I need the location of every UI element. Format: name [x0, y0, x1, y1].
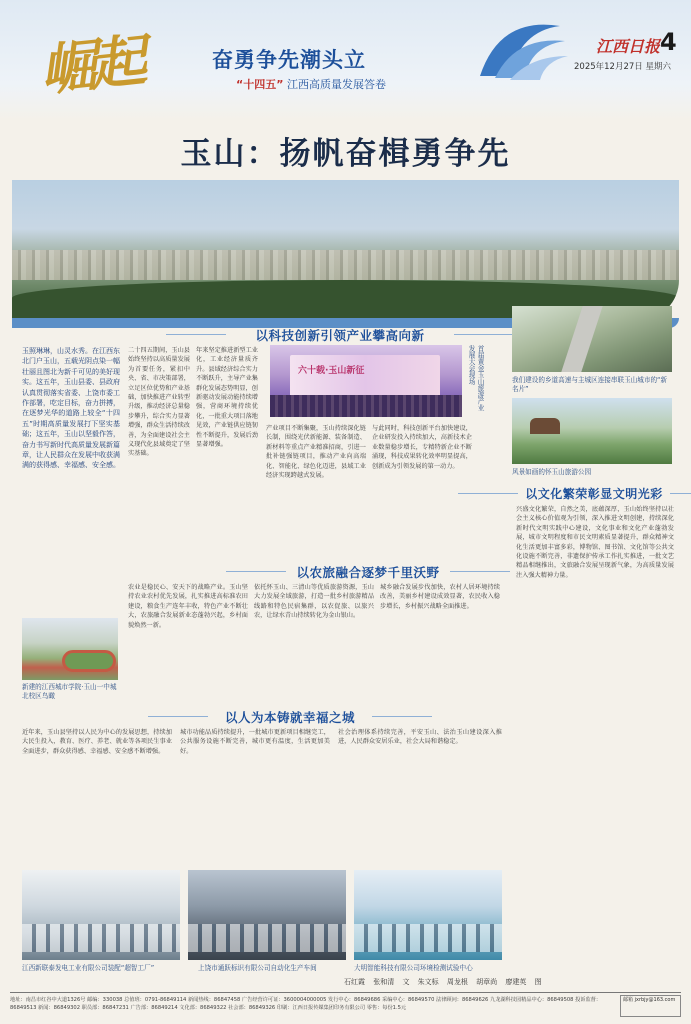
- testing-equipment: [354, 924, 502, 952]
- photo-factory-assembly: [22, 870, 180, 960]
- footer-contact-info: 地址：南昌市红谷中大道1326号 邮编：330038 总值班：0791-86849114 新闻热线：86847458 广告经营许可证：3600004000005 发行中心：86849686 采编中心：86849570 法律顾问：86849626 九龙湖科技园精品中心：86849508 投诉监督：86849513 新闻：86849302 职员部：86847231 广告部：86849214 文化部：86849322 社会部：86849326 印刷：江西日报传媒集团印务有限公司 零售：每份1.5元: [10, 997, 602, 1011]
- photo-school-campus: [22, 618, 118, 680]
- wave-graphic-icon: [470, 6, 570, 86]
- hero-city-skyline: [12, 250, 679, 280]
- masthead: [0, 0, 691, 120]
- photo-park: [512, 398, 672, 464]
- caption-park: 风景如画的怀玉山旅游公园: [512, 468, 592, 476]
- section-title-culture: 以文化繁荣彰显文明光彩: [525, 487, 663, 501]
- banner-subtitle-highlight: “十四五”: [236, 78, 284, 91]
- article-column-1: 二十四五期间，玉山县始终坚持以高质量发展为首要任务，紧扣中央、省、市决策部署，立足区位优势和产业基础，加快推进产业转型升级，推动经济总量稳步攀升，综合实力显著增强，群众生活持续改善，为全面建设社会主义现代化县域奠定了坚实基础。: [128, 347, 190, 458]
- article-column-8: 近年来，玉山县坚持以人民为中心的发展思想，持续加大民生投入，教育、医疗、养老、就业等各项民生事业全面进步，群众获得感、幸福感、安全感不断增强。: [22, 729, 172, 755]
- article-column-7: 城乡融合发展步伐加快，农村人居环境持续改善，美丽乡村建设成效显著，农民收入稳步增长，乡村振兴战略全面推进。: [380, 584, 500, 610]
- section-title-agri: 以农旅融合逐梦千里沃野: [292, 563, 444, 579]
- photo-testing-center: [354, 870, 502, 960]
- article-column-culture: 兴盛文化繁荣，自然之美，底蕴深厚，玉山始终坚持以社会主义核心价值观为引领，深入推进文明创建，持续深化新时代文明实践中心建设，文化事业和文化产业蓬勃发展，城市文明程度和市民文明素质显著提升，群众精神文化生活更加丰富多彩，博物馆、图书馆、文化馆等公共文化设施不断完善，非遗保护传承工作扎实推进，一批文艺精品相继推出，文旅融合发展呈现新气象，为高质量发展注入强大精神力量。: [516, 506, 674, 579]
- section-title-tech: 以科技创新引领产业攀高向新: [232, 326, 448, 342]
- stage-screen: [290, 355, 440, 397]
- highway-road: [561, 306, 602, 372]
- article-column-2: 年来坚定推进新型工业化，工业经济量质齐升。县域经济综合实力不断跃升，主导产业集群化发展态势明显，创新驱动发展动能持续增强，营商环境持续优化，一批重大项目落地见效，产业链供应链韧性不断提升，发展后劲显著增强。: [196, 347, 258, 449]
- photo-conference-stage: [270, 345, 462, 417]
- byline: 石红霞 张和清 文 朱文标 周龙根 胡章尚 廖建英 图: [344, 978, 542, 986]
- footer: [10, 992, 681, 1018]
- stage-crowd: [270, 395, 462, 417]
- banner-title: 奋勇争先潮头立: [212, 48, 366, 72]
- caption-factory-workshop: 上饶市通跃标识有限公司自动化生产车间: [198, 964, 317, 972]
- banner-calligraphy: 崛起: [37, 27, 144, 105]
- page-number: 4: [660, 28, 677, 56]
- factory-machines: [22, 924, 180, 952]
- caption-testing-center: 大明智能科技有限公司环境检测试验中心: [354, 964, 473, 972]
- park-pavilion: [530, 418, 560, 434]
- caption-school: 新建的江西城市学院·玉山一中城北校区鸟瞰: [22, 683, 117, 700]
- issue-date: 2025年12月27日 星期六: [574, 62, 671, 72]
- photo-factory-workshop: [188, 870, 346, 960]
- footer-editor-box: 邮箱 jxrbjy@163.com: [620, 995, 681, 1017]
- school-track: [62, 650, 116, 672]
- stage-screen-text: 六十载·玉山新征: [298, 366, 365, 376]
- banner-subtitle-rest: 江西高质量发展答卷: [286, 78, 386, 91]
- lead-paragraph: 玉照琳琳，山灵水秀。在江西东北门户玉山，五载光阴点染一幅壮丽且图北为新千可见的美好现实。这五年，玉山县委、县政府认真贯彻落实省委、上饶市委工作部署，吃定目标，奋力拼搏，在逐梦光华的道路上较全“十四五”时期高质量发展打下坚实基础；这五年，玉山以坚毅作答，奋力书写新时代高质量发展新篇章，让人民群众在发展中收获满满的获得感、幸福感、安全感。: [22, 347, 120, 470]
- photo-highway: [512, 306, 672, 372]
- article-column-4: 与此同时，科技创新平台加快建设，企业研发投入持续加大，高新技术企业数量稳步增长，专精特新企业不断涌现，科技成果转化效率明显提高，创新成为引领发展的第一动力。: [372, 425, 472, 470]
- caption-highway: 我们建设的乡道高速与主城区连接串联玉山城市的“新名片”: [512, 376, 668, 393]
- article-column-10: 社会治理体系持续完善，平安玉山、法治玉山建设深入推进，人民群众安居乐业，社会大局和谐稳定。: [338, 729, 502, 746]
- article-column-9: 城市功能品质持续提升，一批城市更新项目相继完工，公共服务设施不断完善，城市更有温度，生活更加美好。: [180, 729, 330, 755]
- caption-factory-assembly: 江西新联泰发电工业有限公司装配“超智工厂”: [22, 964, 155, 972]
- workshop-machines: [188, 924, 346, 952]
- banner-subtitle: [236, 76, 386, 92]
- article-column-5: 农业是稳民心、安天下的战略产业。玉山坚持农业农村优先发展，扎实推进高标准农田建设，粮食生产连年丰收，特色产业不断壮大，农旅融合发展新业态蓬勃兴起，乡村面貌焕然一新。: [128, 584, 248, 629]
- article-column-3: 产业项目不断集聚，玉山持续深化链长制，围绕光伏新能源、装备制造、新材料等重点产业精准招商，引进一批补链强链项目，推动产业向高端化、智能化、绿色化迈进，县域工业经济实现跨越式发展。: [266, 425, 366, 480]
- main-headline: 玉山：扬帆奋楫勇争先: [180, 136, 511, 172]
- hero-photo: [12, 180, 679, 320]
- caption-stage: 首届黄金玉山旅游产业发展大会现场: [467, 345, 484, 411]
- section-title-talent: 以人为本铸就幸福之城: [214, 708, 366, 724]
- paper-name: 江西日报: [596, 37, 661, 56]
- article-column-6: 依托怀玉山、三清山等优质旅游资源，玉山大力发展全域旅游，打造一批乡村旅游精品线路和特色民宿集群，以农促旅、以旅兴农，让绿水青山持续转化为金山银山。: [254, 584, 374, 620]
